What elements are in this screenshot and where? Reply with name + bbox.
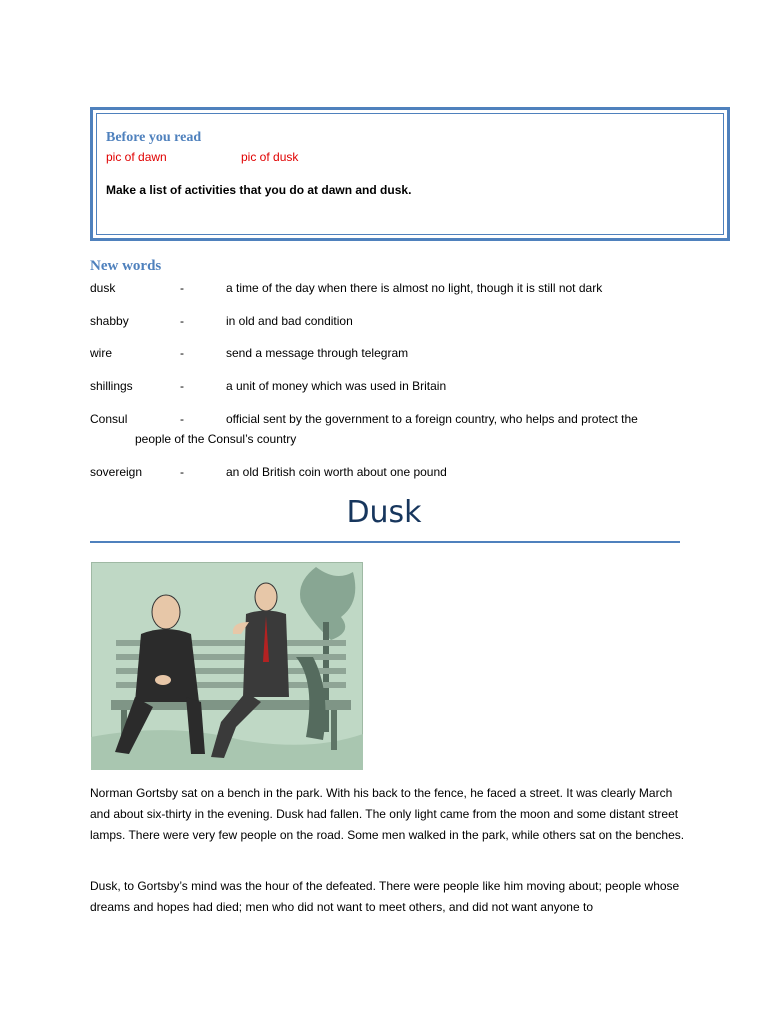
vocab-dash: - [180, 314, 184, 328]
park-bench-illustration [91, 562, 363, 770]
vocab-word: Consul [90, 412, 128, 426]
vocab-word: wire [90, 346, 113, 360]
vocab-dash: - [180, 412, 184, 426]
title-underline [90, 541, 680, 543]
story-title: Dusk [346, 495, 422, 530]
before-you-read-title: Before you read [106, 130, 202, 145]
vocab-definition: a time of the day when there is almost no light, though it is still not dark [226, 281, 603, 295]
vocab-dash: - [180, 379, 184, 393]
vocab-definition: official sent by the government to a foreign country, who helps and protect the [226, 412, 638, 426]
pic-of-dusk-placeholder: pic of dusk [241, 150, 299, 164]
vocab-dash: - [180, 281, 184, 295]
vocab-word: dusk [90, 281, 116, 295]
vocab-word: shabby [90, 314, 129, 328]
vocab-definition: a unit of money which was used in Britain [226, 379, 447, 393]
vocab-definition: in old and bad condition [226, 314, 353, 328]
vocab-word: sovereign [90, 465, 143, 479]
vocab-dash: - [180, 465, 184, 479]
vocab-dash: - [180, 346, 184, 360]
new-words-title: New words [90, 258, 162, 274]
before-you-read-box [90, 107, 730, 241]
story-paragraph-1: Norman Gortsby sat on a bench in the park. With his back to the fence, he faced a street. It was clearly March and about six-thirty in the evening. Dusk had fallen. The only light came from the moon and some distant street lamps. There were very few people on the road. Some men walked in the park, while others sat on the benches. [90, 786, 685, 842]
vocab-definition: an old British coin worth about one pound [226, 465, 447, 479]
vocab-word: shillings [90, 379, 133, 393]
vocab-definition: send a message through telegram [226, 346, 409, 360]
story-paragraph-2: Dusk, to Gortsby’s mind was the hour of the defeated. There were people like him moving about; people whose dreams and hopes had died; men who did not want to meet others, and did not want anyone to [90, 879, 680, 914]
activity-instruction: Make a list of activities that you do at dawn and dusk. [106, 183, 412, 197]
pic-of-dawn-placeholder: pic of dawn [106, 150, 167, 164]
vocab-definition-continuation: people of the Consul’s country [135, 432, 297, 446]
